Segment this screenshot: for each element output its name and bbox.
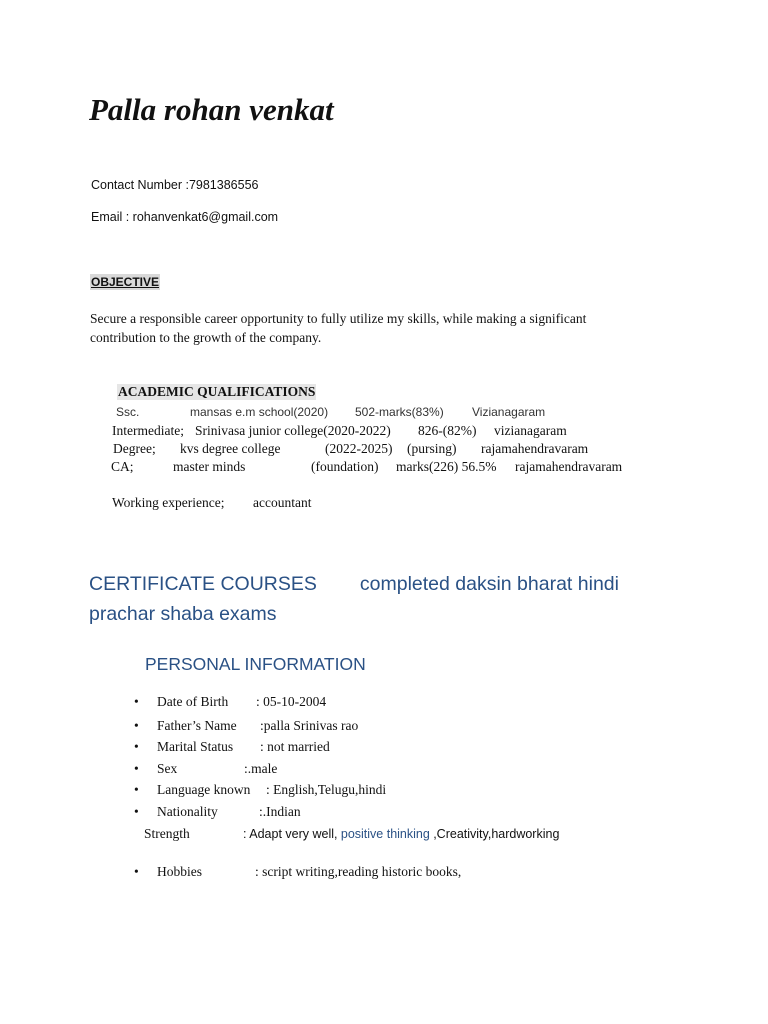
item-value: :.male [244, 761, 278, 776]
item-label: Sex [157, 761, 178, 776]
contact-number: Contact Number :7981386556 [91, 178, 259, 192]
strength-highlight: positive thinking [340, 827, 430, 841]
strength-suffix: ,Creativity,hardworking [433, 827, 560, 841]
item-value: :palla Srinivas rao [260, 718, 359, 733]
item-value: : not married [260, 739, 330, 754]
item-label: Language known [157, 782, 251, 797]
certificate-text: completed daksin bharat hindi prachar shaba exams [89, 573, 619, 625]
academic-place: Vizianagaram [472, 405, 546, 419]
bullet: • [134, 718, 139, 733]
certificate-heading: CERTIFICATE COURSES [89, 573, 317, 595]
academic-score: 502-marks(83%) [355, 405, 444, 419]
bullet: • [134, 864, 139, 879]
academic-place: rajamahendravaram [481, 441, 589, 456]
item-label: Father’s Name [157, 718, 237, 733]
academic-place: vizianagaram [494, 423, 567, 438]
academic-place: rajamahendravaram [515, 459, 623, 474]
personal-info-heading: PERSONAL INFORMATION [145, 654, 366, 674]
strength-value [243, 826, 559, 842]
academic-level: CA; [111, 459, 134, 474]
strength-label: Strength [144, 826, 190, 841]
bullet: • [134, 804, 139, 819]
candidate-name: Palla rohan venkat [89, 92, 334, 127]
bullet: • [134, 694, 139, 709]
item-value: : script writing,reading historic books, [255, 864, 462, 879]
item-value: :.Indian [259, 804, 301, 819]
academic-heading: ACADEMIC QUALIFICATIONS [118, 384, 316, 399]
academic-level: Intermediate; [112, 423, 184, 438]
academic-institution: master minds [173, 459, 246, 474]
item-label: Hobbies [157, 864, 202, 879]
academic-institution: Srinivasa junior college(2020-2022) [195, 423, 391, 438]
objective-text: Secure a responsible career opportunity to fully utilize my skills, while making a significant contribution to the growth of the company. [90, 311, 587, 345]
academic-score: marks(226) 56.5% [396, 459, 497, 474]
academic-institution: mansas e.m school(2020) [190, 405, 329, 419]
email-address: Email : rohanvenkat6@gmail.com [91, 210, 279, 224]
item-label: Nationality [157, 804, 218, 819]
bullet: • [134, 761, 139, 776]
academic-level: Ssc. [116, 405, 140, 419]
academic-status: (foundation) [311, 459, 379, 474]
strength-prefix: : Adapt very well, [243, 827, 338, 841]
item-value: : English,Telugu,hindi [266, 782, 387, 797]
academic-years: (2022-2025) [325, 441, 393, 456]
academic-institution: kvs degree college [180, 441, 281, 456]
objective-heading: OBJECTIVE [91, 275, 160, 289]
certificate-section [89, 569, 689, 629]
academic-status: (pursing) [407, 441, 457, 456]
bullet: • [134, 782, 139, 797]
academic-score: 826-(82%) [418, 423, 477, 438]
academic-level: Degree; [113, 441, 156, 456]
experience-label: Working experience; [112, 495, 225, 510]
item-label: Marital Status [157, 739, 234, 754]
bullet: • [134, 739, 139, 754]
item-label: Date of Birth [157, 694, 229, 709]
experience-value: accountant [253, 495, 312, 510]
item-value: : 05-10-2004 [256, 694, 327, 709]
